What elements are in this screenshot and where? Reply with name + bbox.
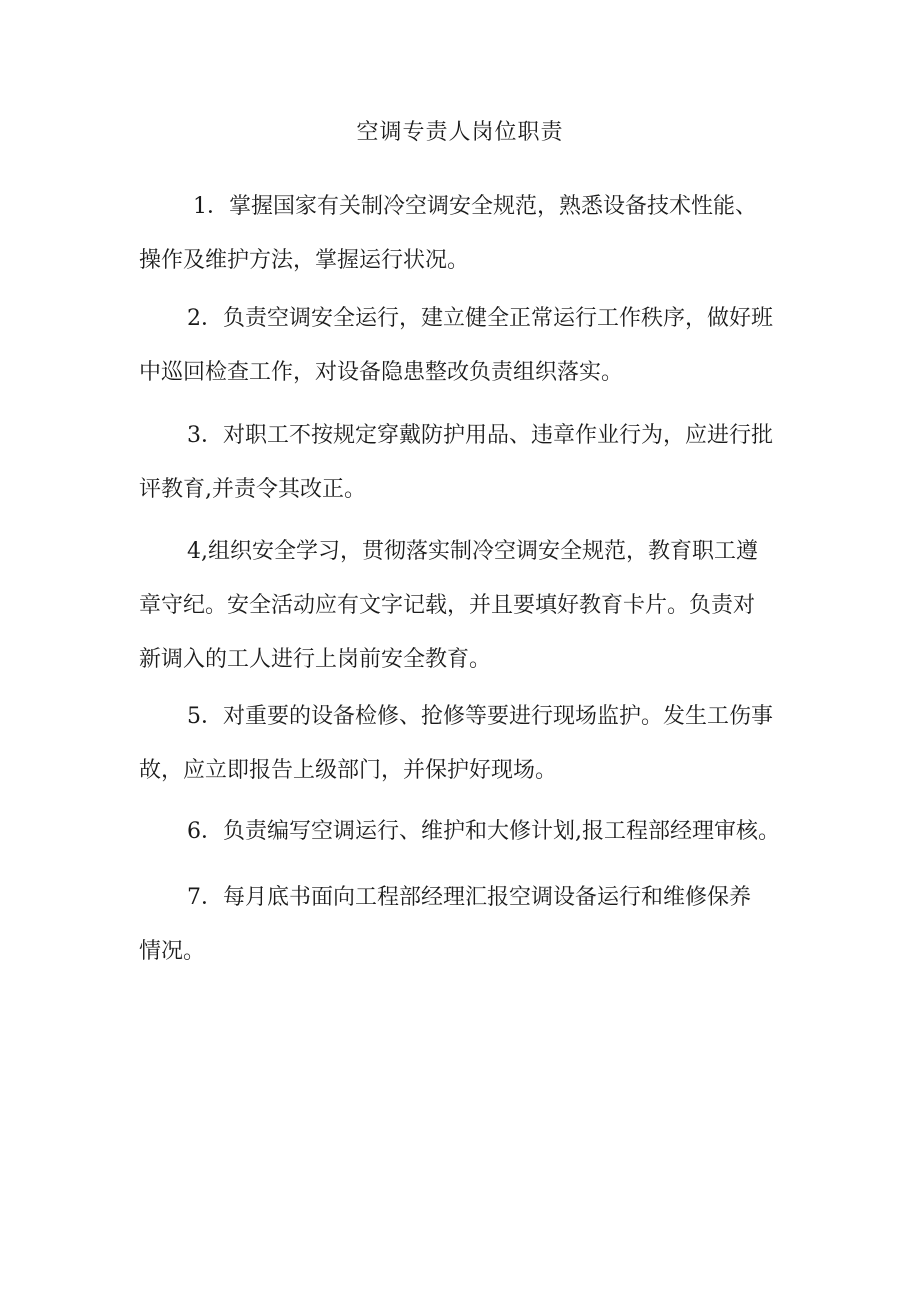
duty-item-5 bbox=[139, 690, 803, 798]
duty-item-2 bbox=[139, 292, 803, 400]
duty-item-2-line-2: 中巡回检查工作，对设备隐患整改负责组织落实。 bbox=[139, 360, 624, 385]
duty-item-2-line-1: 2．负责空调安全运行，建立健全正常运行工作秩序，做好班 bbox=[187, 306, 773, 331]
duty-item-7-line-2: 情况。 bbox=[139, 939, 206, 964]
duty-item-4-line-1: 4,组织安全学习，贯彻落实制冷空调安全规范，教育职工遵 bbox=[187, 539, 758, 564]
document-title: 空调专责人岗位职责 bbox=[356, 120, 564, 145]
duty-item-4 bbox=[139, 525, 803, 687]
duty-item-3-line-2: 评教育,并责令其改正。 bbox=[139, 477, 366, 502]
duty-item-6-line-1: 6．负责编写空调运行、维护和大修计划,报工程部经理审核。 bbox=[187, 819, 780, 844]
duty-item-1-line-2: 操作及维护方法，掌握运行状况。 bbox=[139, 248, 470, 273]
duty-item-7 bbox=[139, 871, 803, 979]
duty-item-5-line-2: 故，应立即报告上级部门，并保护好现场。 bbox=[139, 758, 558, 783]
duty-item-7-line-1: 7．每月底书面向工程部经理汇报空调设备运行和维修保养 bbox=[187, 885, 751, 910]
duty-item-3 bbox=[139, 409, 803, 517]
duty-item-4-line-3: 新调入的工人进行上岗前安全教育。 bbox=[139, 647, 492, 672]
duty-item-1-line-1: 1．掌握国家有关制冷空调安全规范，熟悉设备技术性能、 bbox=[193, 194, 757, 219]
duty-item-6 bbox=[139, 805, 803, 859]
duty-item-1 bbox=[139, 180, 803, 288]
duty-item-4-line-2: 章守纪。安全活动应有文字记载，并且要填好教育卡片。负责对 bbox=[139, 593, 756, 618]
duty-item-3-line-1: 3．对职工不按规定穿戴防护用品、违章作业行为，应进行批 bbox=[187, 423, 773, 448]
duty-item-5-line-1: 5．对重要的设备检修、抢修等要进行现场监护。发生工伤事 bbox=[187, 704, 773, 729]
